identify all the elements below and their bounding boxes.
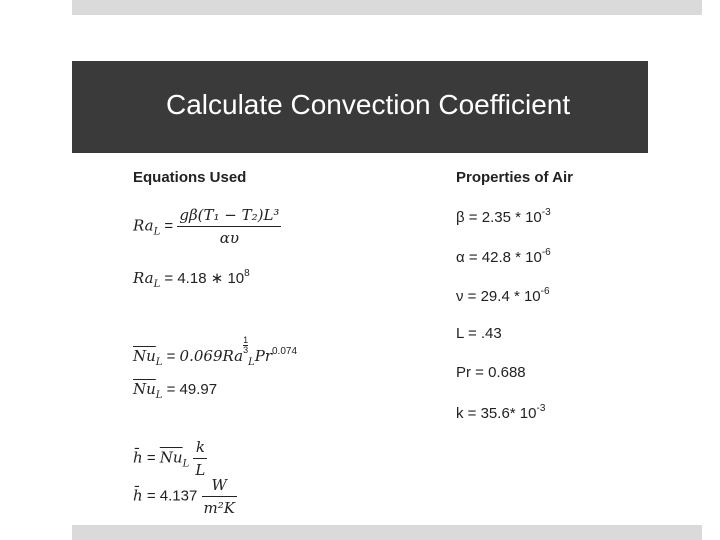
nu-coefficient: 0.069Ra (179, 347, 244, 365)
property-text: L = .43 (456, 325, 502, 342)
equals-sign: = (146, 487, 156, 505)
unit-denominator: m²K (202, 496, 237, 517)
property-text: ν = 29.4 * 10 (456, 288, 541, 305)
ra-value-exponent: 8 (244, 268, 250, 279)
property-alpha (456, 247, 551, 266)
ra-subscript: L (153, 226, 161, 238)
ra-value-base: 4.18 ∗ 10 (177, 270, 245, 287)
nu-subscript: L (155, 390, 163, 401)
property-text: Pr = 0.688 (456, 364, 526, 381)
property-exponent: -6 (541, 247, 551, 258)
nu-subscript: L (182, 458, 190, 470)
equations-heading: Equations Used (133, 169, 247, 186)
bottom-decor-strip (72, 525, 702, 540)
top-decor-strip (72, 0, 702, 15)
property-length (456, 325, 502, 342)
h-value (133, 476, 237, 517)
k-numerator: k (195, 438, 205, 456)
equals-sign: = (146, 449, 156, 467)
ra-subscript: L (153, 279, 161, 290)
property-exponent: -3 (541, 207, 551, 218)
nusselt-formula (133, 336, 297, 368)
property-beta (456, 207, 551, 226)
property-prandtl (456, 364, 526, 381)
property-nu (456, 286, 550, 305)
k-over-l-fraction (193, 438, 207, 479)
exp-numerator: 1 (243, 335, 249, 345)
equals-sign: = (164, 217, 174, 235)
properties-heading: Properties of Air (456, 169, 573, 186)
h-value-number: 4.137 (159, 487, 198, 505)
equals-sign: = (166, 348, 176, 365)
rayleigh-numerator: gβ(T₁ − T₂)L³ (179, 206, 280, 224)
rayleigh-formula (133, 206, 281, 247)
nu-symbol: $\overline{Nu}$ (159, 448, 183, 467)
property-text: k = 35.6* 10 (456, 405, 537, 422)
title-bar (72, 61, 648, 153)
property-k (456, 403, 545, 422)
one-third-exponent (243, 336, 248, 355)
equals-sign: = (164, 270, 174, 287)
ra-symbol: Ra (133, 216, 154, 235)
slide-title: Calculate Convection Coefficient (166, 89, 571, 120)
equals-sign: = (166, 381, 176, 398)
property-exponent: -3 (536, 403, 546, 414)
nu-subscript: L (155, 357, 163, 368)
h-symbol: h̄ (133, 486, 143, 505)
exp-denominator: 3 (243, 345, 249, 355)
rayleigh-denominator: αυ (177, 226, 281, 247)
unit-numerator: W (211, 476, 227, 494)
nu-value: 49.97 (179, 381, 218, 398)
rayleigh-fraction (177, 206, 281, 247)
property-text: α = 42.8 * 10 (456, 249, 542, 266)
nu-symbol: $\overline{Nu}$ (133, 380, 156, 398)
unit-fraction (202, 476, 237, 517)
property-text: β = 2.35 * 10 (456, 209, 542, 226)
nu-symbol: $\overline{Nu}$ (133, 347, 156, 365)
pr-symbol: Pr (254, 347, 272, 365)
property-exponent: -6 (540, 286, 550, 297)
h-formula (133, 438, 207, 479)
pr-exponent: 0.074 (272, 346, 298, 357)
ra-subscript: L (248, 357, 255, 368)
l-denominator: L (193, 458, 207, 479)
h-symbol: h̄ (133, 448, 143, 467)
ra-symbol: Ra (133, 269, 154, 287)
nusselt-value (133, 380, 217, 401)
rayleigh-value (133, 268, 250, 290)
